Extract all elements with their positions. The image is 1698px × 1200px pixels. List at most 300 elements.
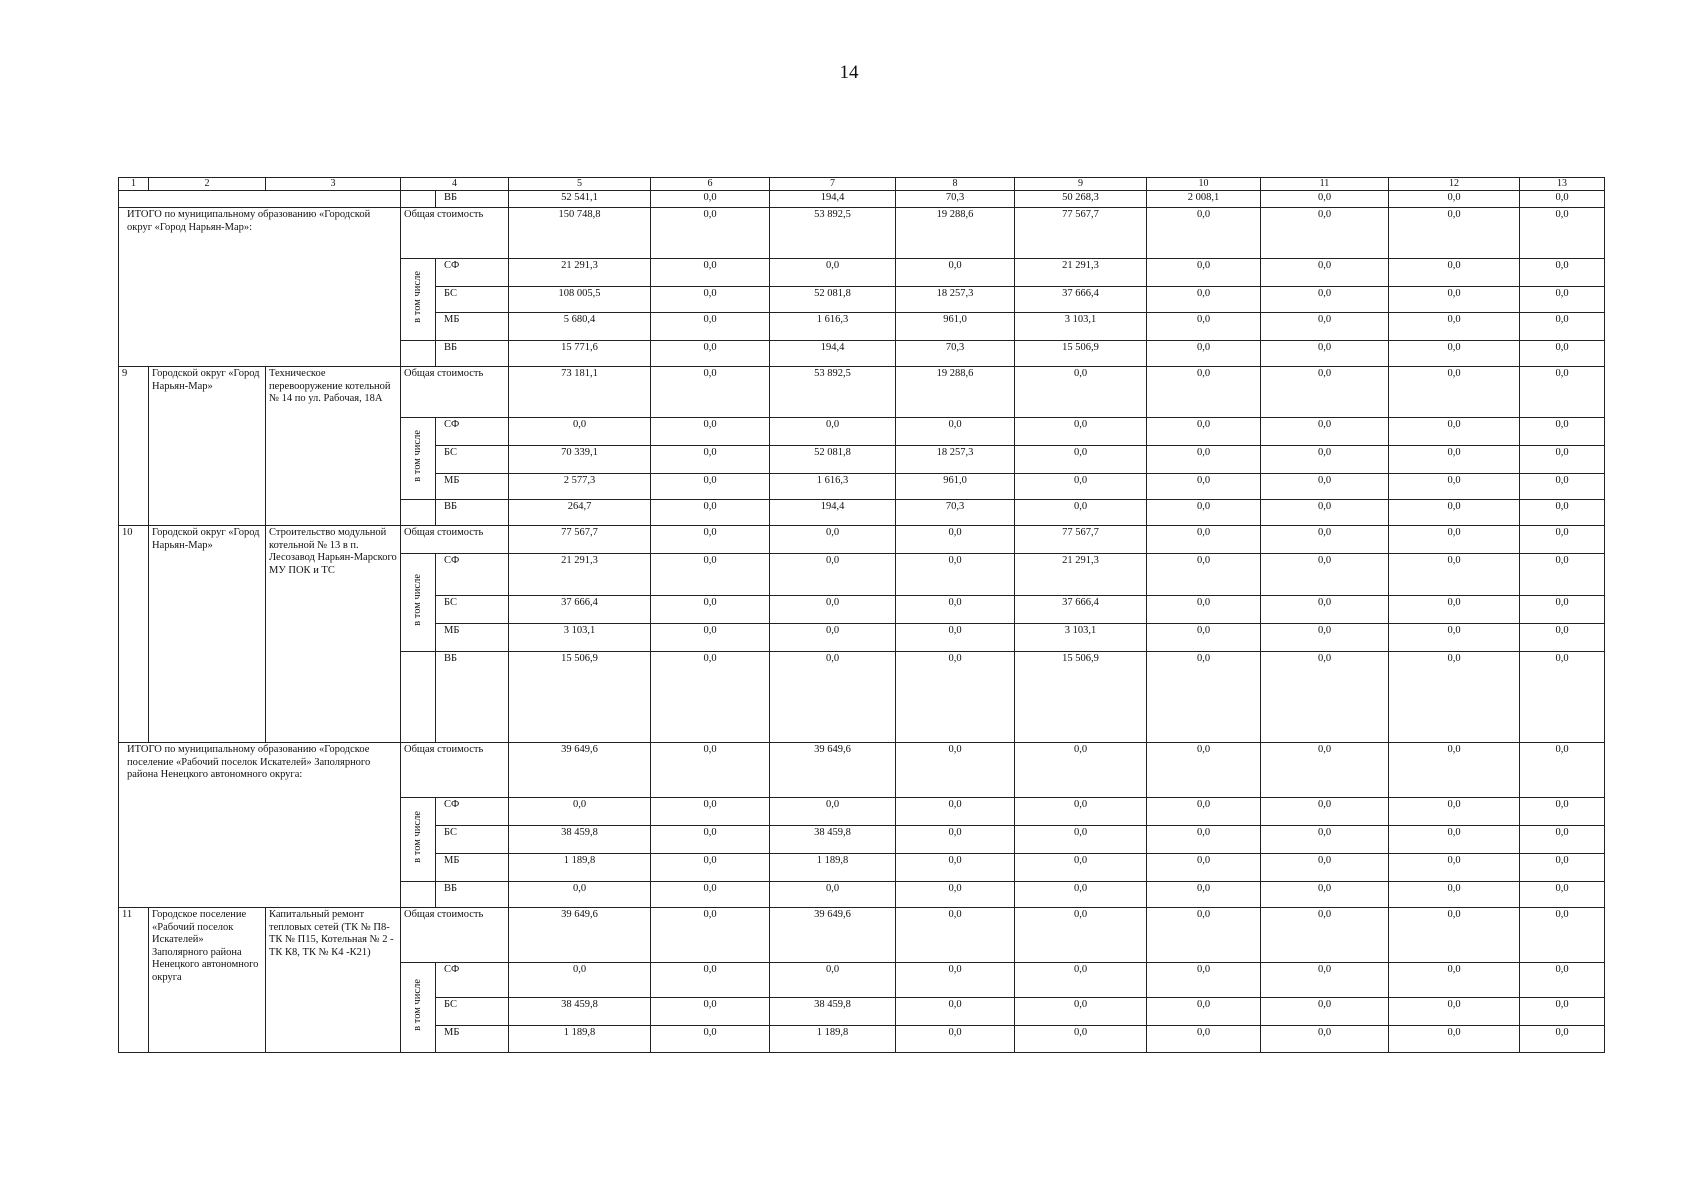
value-cell: 0,0 [770,652,896,743]
value-cell: 194,4 [770,341,896,367]
value-cell: 0,0 [1389,798,1520,826]
value-cell: 0,0 [1389,526,1520,554]
value-cell: 3 103,1 [509,624,651,652]
value-cell: 0,0 [1147,624,1261,652]
value-cell: 0,0 [1261,259,1389,287]
total-cost-label: Общая стоимость [401,367,509,418]
value-cell: 3 103,1 [1015,624,1147,652]
value-cell: 0,0 [1261,963,1389,998]
value-cell: 0,0 [1389,474,1520,500]
value-cell: 77 567,7 [1015,208,1147,259]
value-cell: 0,0 [1389,1026,1520,1053]
value-cell: 0,0 [1015,854,1147,882]
value-cell: 53 892,5 [770,367,896,418]
value-cell: 0,0 [509,963,651,998]
value-cell: 0,0 [1015,998,1147,1026]
value-cell: 38 459,8 [770,826,896,854]
value-cell: 0,0 [896,259,1015,287]
value-cell: 0,0 [509,418,651,446]
value-cell: 0,0 [651,500,770,526]
value-cell: 0,0 [1261,474,1389,500]
blank-cell [401,500,436,526]
value-cell: 0,0 [1520,287,1605,313]
value-cell: 0,0 [1147,446,1261,474]
value-cell: 37 666,4 [509,596,651,624]
value-cell: 0,0 [1389,963,1520,998]
table-body [119,178,1605,1053]
fund-code: ВБ [436,341,509,367]
value-cell: 0,0 [1015,908,1147,963]
value-cell: 50 268,3 [1015,191,1147,208]
fund-code: СФ [436,798,509,826]
value-cell: 0,0 [1261,313,1389,341]
value-cell: 0,0 [1261,418,1389,446]
blank-cell [119,191,401,208]
including-text: в том числе [411,574,423,627]
value-cell: 0,0 [651,208,770,259]
value-cell: 0,0 [770,418,896,446]
value-cell: 0,0 [1147,287,1261,313]
summary-title: ИТОГО по муниципальному образованию «Городской округ «Город Нарьян-Мар»: [119,208,401,367]
value-cell: 0,0 [1147,596,1261,624]
value-cell: 1 616,3 [770,313,896,341]
value-cell: 0,0 [1520,998,1605,1026]
value-cell: 0,0 [1147,341,1261,367]
column-number: 10 [1147,178,1261,191]
value-cell: 0,0 [770,798,896,826]
value-cell: 18 257,3 [896,287,1015,313]
value-cell: 0,0 [1520,526,1605,554]
value-cell: 39 649,6 [509,743,651,798]
value-cell: 961,0 [896,313,1015,341]
value-cell: 0,0 [896,554,1015,596]
value-cell: 0,0 [1015,418,1147,446]
value-cell: 0,0 [651,526,770,554]
value-cell: 15 506,9 [509,652,651,743]
fund-code: БС [436,287,509,313]
value-cell: 150 748,8 [509,208,651,259]
column-number: 8 [896,178,1015,191]
blank-cell [401,191,436,208]
value-cell: 0,0 [1389,826,1520,854]
including-label [401,963,436,1053]
fund-code: ВБ [436,652,509,743]
value-cell: 0,0 [1261,998,1389,1026]
value-cell: 15 771,6 [509,341,651,367]
value-cell: 0,0 [770,526,896,554]
fund-code: МБ [436,854,509,882]
value-cell: 73 181,1 [509,367,651,418]
value-cell: 0,0 [1261,287,1389,313]
value-cell: 0,0 [1015,500,1147,526]
value-cell: 0,0 [651,367,770,418]
value-cell: 0,0 [770,259,896,287]
value-cell: 0,0 [1147,743,1261,798]
value-cell: 2 577,3 [509,474,651,500]
blank-cell [401,341,436,367]
value-cell: 0,0 [1261,191,1389,208]
value-cell: 0,0 [1147,500,1261,526]
including-text: в том числе [411,979,423,1032]
value-cell: 0,0 [651,826,770,854]
value-cell: 0,0 [1015,367,1147,418]
value-cell: 0,0 [1389,446,1520,474]
budget-table [118,177,1605,1053]
value-cell: 21 291,3 [509,554,651,596]
project-total-row [119,908,1605,963]
value-cell: 0,0 [1261,908,1389,963]
value-cell: 0,0 [1520,554,1605,596]
value-cell: 0,0 [770,624,896,652]
value-cell: 0,0 [651,963,770,998]
value-cell: 0,0 [1520,367,1605,418]
value-cell: 0,0 [1261,341,1389,367]
value-cell: 0,0 [896,998,1015,1026]
value-cell: 0,0 [1015,446,1147,474]
value-cell: 0,0 [1520,500,1605,526]
value-cell: 0,0 [1015,474,1147,500]
including-label [401,554,436,652]
value-cell: 0,0 [1389,998,1520,1026]
value-cell: 0,0 [896,854,1015,882]
value-cell: 15 506,9 [1015,652,1147,743]
value-cell: 0,0 [1261,1026,1389,1053]
value-cell: 0,0 [509,798,651,826]
value-cell: 0,0 [896,882,1015,908]
including-label [401,798,436,882]
fund-code: СФ [436,963,509,998]
value-cell: 0,0 [896,1026,1015,1053]
value-cell: 2 008,1 [1147,191,1261,208]
value-cell: 52 081,8 [770,446,896,474]
value-cell: 0,0 [1147,963,1261,998]
fund-code: БС [436,998,509,1026]
value-cell: 0,0 [1520,341,1605,367]
value-cell: 70,3 [896,500,1015,526]
value-cell: 1 189,8 [509,1026,651,1053]
value-cell: 0,0 [896,908,1015,963]
value-cell: 0,0 [1147,652,1261,743]
including-label [401,418,436,500]
value-cell: 52 081,8 [770,287,896,313]
value-cell: 0,0 [1389,652,1520,743]
value-cell: 0,0 [1147,208,1261,259]
value-cell: 0,0 [1520,743,1605,798]
value-cell: 0,0 [651,191,770,208]
fund-code: ВБ [436,191,509,208]
value-cell: 0,0 [1147,882,1261,908]
value-cell: 0,0 [651,313,770,341]
value-cell: 19 288,6 [896,367,1015,418]
fund-code: БС [436,596,509,624]
value-cell: 0,0 [1261,208,1389,259]
fund-code: БС [436,446,509,474]
value-cell: 0,0 [1015,798,1147,826]
column-number: 9 [1015,178,1147,191]
value-cell: 0,0 [1261,554,1389,596]
value-cell: 0,0 [1015,826,1147,854]
including-text: в том числе [411,430,423,483]
value-cell: 0,0 [1389,500,1520,526]
value-cell: 0,0 [1147,798,1261,826]
page-number: 14 [839,62,859,83]
value-cell: 0,0 [1147,854,1261,882]
table-row [119,191,1605,208]
value-cell: 0,0 [1147,826,1261,854]
project-municipality: Городское поселение «Рабочий поселок Искателей» Заполярного района Ненецкого автономного округа [149,908,266,1053]
total-cost-label: Общая стоимость [401,743,509,798]
value-cell: 0,0 [1389,287,1520,313]
fund-code: СФ [436,554,509,596]
column-number: 2 [149,178,266,191]
total-cost-label: Общая стоимость [401,908,509,963]
value-cell: 0,0 [1520,652,1605,743]
value-cell: 77 567,7 [509,526,651,554]
value-cell: 0,0 [1520,446,1605,474]
value-cell: 53 892,5 [770,208,896,259]
value-cell: 0,0 [1520,259,1605,287]
project-number: 10 [119,526,149,743]
value-cell: 0,0 [1147,998,1261,1026]
fund-code: МБ [436,624,509,652]
value-cell: 0,0 [896,798,1015,826]
column-number: 11 [1261,178,1389,191]
value-cell: 0,0 [896,526,1015,554]
value-cell: 18 257,3 [896,446,1015,474]
blank-cell [401,882,436,908]
value-cell: 0,0 [651,743,770,798]
value-cell: 0,0 [1261,526,1389,554]
column-number: 1 [119,178,149,191]
including-text: в том числе [411,271,423,324]
value-cell: 0,0 [1389,908,1520,963]
value-cell: 0,0 [1520,208,1605,259]
fund-code: СФ [436,418,509,446]
column-number: 7 [770,178,896,191]
value-cell: 39 649,6 [770,908,896,963]
value-cell: 0,0 [1389,882,1520,908]
column-number: 12 [1389,178,1520,191]
value-cell: 0,0 [651,596,770,624]
value-cell: 0,0 [1520,474,1605,500]
column-number-row [119,178,1605,191]
value-cell: 0,0 [896,596,1015,624]
including-label [401,259,436,341]
value-cell: 0,0 [1261,854,1389,882]
value-cell: 0,0 [1147,1026,1261,1053]
project-description: Капитальный ремонт тепловых сетей (ТК № П8-ТК № П15, Котельная № 2 - ТК К8, ТК № К4 -К21) [266,908,401,1053]
column-number: 3 [266,178,401,191]
value-cell: 0,0 [1015,963,1147,998]
value-cell: 0,0 [1520,826,1605,854]
value-cell: 0,0 [770,882,896,908]
column-number: 5 [509,178,651,191]
value-cell: 0,0 [651,624,770,652]
value-cell: 0,0 [1520,191,1605,208]
value-cell: 52 541,1 [509,191,651,208]
value-cell: 38 459,8 [509,998,651,1026]
value-cell: 0,0 [1389,624,1520,652]
value-cell: 21 291,3 [1015,554,1147,596]
value-cell: 0,0 [1015,882,1147,908]
value-cell: 77 567,7 [1015,526,1147,554]
value-cell: 0,0 [651,1026,770,1053]
value-cell: 0,0 [1389,554,1520,596]
project-municipality: Городской округ «Город Нарьян-Мар» [149,367,266,526]
value-cell: 0,0 [1520,624,1605,652]
column-number: 4 [401,178,509,191]
value-cell: 1 616,3 [770,474,896,500]
value-cell: 38 459,8 [770,998,896,1026]
value-cell: 0,0 [1520,596,1605,624]
value-cell: 0,0 [896,624,1015,652]
value-cell: 0,0 [1147,418,1261,446]
value-cell: 0,0 [896,963,1015,998]
value-cell: 0,0 [651,652,770,743]
value-cell: 1 189,8 [770,1026,896,1053]
project-municipality: Городской округ «Город Нарьян-Мар» [149,526,266,743]
value-cell: 0,0 [1520,854,1605,882]
column-number: 6 [651,178,770,191]
value-cell: 0,0 [651,418,770,446]
value-cell: 3 103,1 [1015,313,1147,341]
value-cell: 0,0 [1147,554,1261,596]
value-cell: 37 666,4 [1015,596,1147,624]
value-cell: 0,0 [1389,367,1520,418]
fund-code: СФ [436,259,509,287]
value-cell: 0,0 [651,998,770,1026]
value-cell: 0,0 [896,826,1015,854]
value-cell: 38 459,8 [509,826,651,854]
value-cell: 0,0 [1261,652,1389,743]
value-cell: 21 291,3 [509,259,651,287]
value-cell: 0,0 [1261,596,1389,624]
value-cell: 70,3 [896,341,1015,367]
value-cell: 0,0 [651,798,770,826]
project-number: 11 [119,908,149,1053]
value-cell: 0,0 [1015,1026,1147,1053]
value-cell: 0,0 [1520,798,1605,826]
value-cell: 0,0 [1389,259,1520,287]
value-cell: 0,0 [651,474,770,500]
value-cell: 0,0 [1520,882,1605,908]
value-cell: 0,0 [1015,743,1147,798]
value-cell: 0,0 [1147,367,1261,418]
value-cell: 0,0 [651,259,770,287]
value-cell: 0,0 [1147,259,1261,287]
project-description: Строительство модульной котельной № 13 в п. Лесозавод Нарьян-Марского МУ ПОК и ТС [266,526,401,743]
value-cell: 0,0 [1261,798,1389,826]
value-cell: 264,7 [509,500,651,526]
value-cell: 0,0 [1389,313,1520,341]
value-cell: 0,0 [1147,526,1261,554]
value-cell: 70,3 [896,191,1015,208]
value-cell: 0,0 [1261,882,1389,908]
value-cell: 0,0 [1147,908,1261,963]
value-cell: 0,0 [651,287,770,313]
value-cell: 0,0 [896,743,1015,798]
total-cost-label: Общая стоимость [401,208,509,259]
value-cell: 0,0 [1389,341,1520,367]
value-cell: 0,0 [1520,418,1605,446]
value-cell: 0,0 [1261,446,1389,474]
value-cell: 108 005,5 [509,287,651,313]
value-cell: 0,0 [1520,1026,1605,1053]
value-cell: 39 649,6 [770,743,896,798]
value-cell: 0,0 [509,882,651,908]
value-cell: 0,0 [1389,854,1520,882]
value-cell: 0,0 [1261,624,1389,652]
value-cell: 0,0 [651,341,770,367]
fund-code: МБ [436,1026,509,1053]
value-cell: 0,0 [1389,596,1520,624]
summary-title: ИТОГО по муниципальному образованию «Городское поселение «Рабочий поселок Искателей» Заполярного района Ненецкого автономного округа: [119,743,401,908]
including-text: в том числе [411,811,423,864]
value-cell: 0,0 [651,882,770,908]
value-cell: 194,4 [770,191,896,208]
value-cell: 0,0 [651,554,770,596]
value-cell: 0,0 [770,596,896,624]
fund-code: БС [436,826,509,854]
value-cell: 15 506,9 [1015,341,1147,367]
value-cell: 0,0 [770,554,896,596]
total-cost-label: Общая стоимость [401,526,509,554]
fund-code: МБ [436,313,509,341]
value-cell: 0,0 [1147,313,1261,341]
value-cell: 5 680,4 [509,313,651,341]
value-cell: 0,0 [651,908,770,963]
project-number: 9 [119,367,149,526]
value-cell: 0,0 [1520,963,1605,998]
value-cell: 39 649,6 [509,908,651,963]
column-number: 13 [1520,178,1605,191]
fund-code: ВБ [436,500,509,526]
value-cell: 19 288,6 [896,208,1015,259]
value-cell: 0,0 [1389,743,1520,798]
project-total-row [119,526,1605,554]
value-cell: 0,0 [1261,500,1389,526]
value-cell: 21 291,3 [1015,259,1147,287]
value-cell: 0,0 [896,652,1015,743]
blank-cell [401,652,436,743]
value-cell: 0,0 [1389,208,1520,259]
value-cell: 0,0 [1261,367,1389,418]
value-cell: 1 189,8 [509,854,651,882]
value-cell: 0,0 [1520,908,1605,963]
value-cell: 0,0 [651,446,770,474]
value-cell: 0,0 [770,963,896,998]
value-cell: 0,0 [1261,826,1389,854]
value-cell: 70 339,1 [509,446,651,474]
value-cell: 0,0 [651,854,770,882]
value-cell: 0,0 [1147,474,1261,500]
value-cell: 0,0 [1520,313,1605,341]
project-total-row [119,367,1605,418]
summary-total-row [119,743,1605,798]
value-cell: 194,4 [770,500,896,526]
value-cell: 37 666,4 [1015,287,1147,313]
value-cell: 1 189,8 [770,854,896,882]
fund-code: МБ [436,474,509,500]
value-cell: 961,0 [896,474,1015,500]
project-description: Техническое перевооружение котельной № 14 по ул. Рабочая, 18А [266,367,401,526]
fund-code: ВБ [436,882,509,908]
summary-total-row [119,208,1605,259]
value-cell: 0,0 [1389,418,1520,446]
value-cell: 0,0 [1261,743,1389,798]
value-cell: 0,0 [896,418,1015,446]
value-cell: 0,0 [1389,191,1520,208]
